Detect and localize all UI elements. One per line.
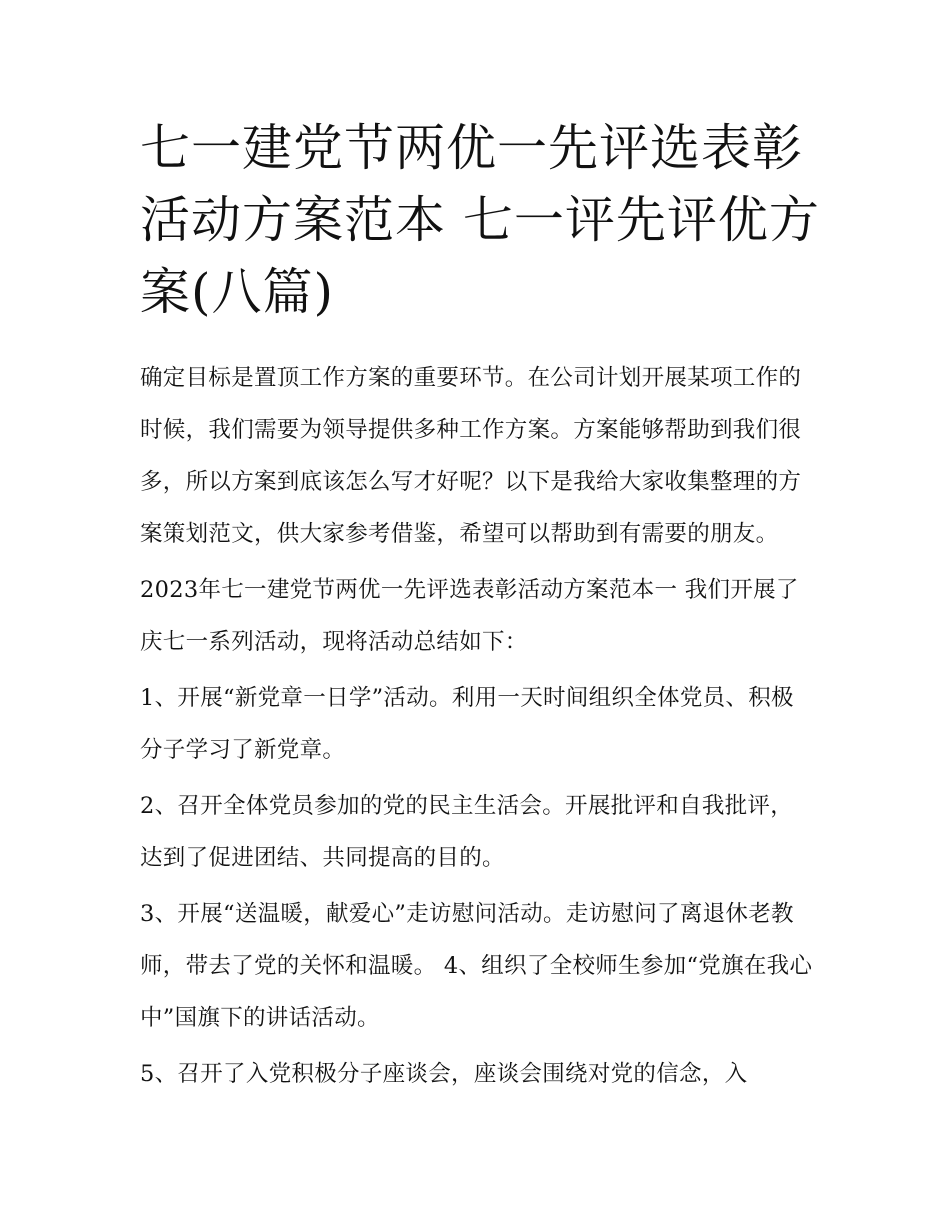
paragraph-item-3-4: 3、开展“送温暖，献爱心”走访慰问活动。走访慰问了离退休老教师，带去了党的关怀和温暖。 4、组织了全校师生参加“党旗在我心中”国旗下的讲话活动。 xyxy=(140,901,813,1031)
document-title: 七一建党节两优一先评选表彰活动方案范本 七一评先评优方案(八篇) xyxy=(140,119,820,321)
paragraph-plan-one: 2023年七一建党节两优一先评选表彰活动方案范本一 我们开展了庆七一系列活动，现将活动总结如下： xyxy=(140,577,799,655)
paragraph-item-5: 5、召开了入党积极分子座谈会，座谈会围绕对党的信念，入 xyxy=(140,1061,748,1087)
paragraph-intro: 确定目标是置顶工作方案的重要环节。在公司计划开展某项工作的时候，我们需要为领导提供多种工作方案。方案能够帮助到我们很多，所以方案到底该怎么写才好呢？以下是我给大家收集整理的方案策划范文，供大家参考借鉴，希望可以帮助到有需要的朋友。 xyxy=(140,365,802,547)
paragraph-item-1: 1、开展“新党章一日学”活动。利用一天时间组织全体党员、积极分子学习了新党章。 xyxy=(140,685,794,763)
document-body xyxy=(140,352,815,1104)
paragraph-item-2: 2、召开全体党员参加的党的民主生活会。开展批评和自我批评，达到了促进团结、共同提高的目的。 xyxy=(140,793,794,871)
